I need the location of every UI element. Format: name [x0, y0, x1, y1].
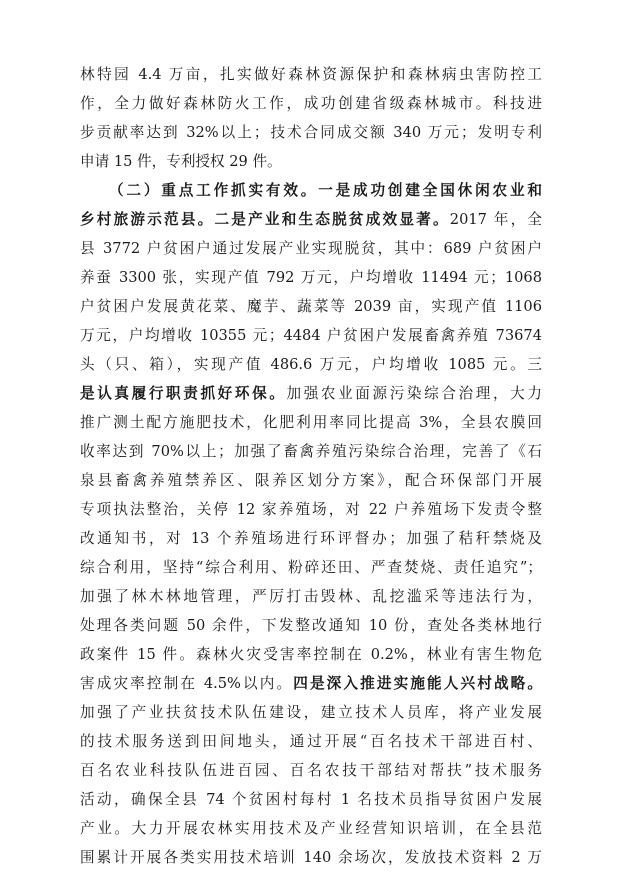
text-segment: 加强了产业扶贫技术队伍建设，建立技术人员库，将产业发展 [80, 704, 542, 721]
text-line [80, 785, 542, 814]
text-segment: 申请 15 件，专利授权 29 件。 [80, 153, 282, 170]
text-line [80, 843, 542, 872]
text-line [80, 437, 542, 466]
text-segment: 处理各类问题 50 余件，下发整改通知 10 份，查处各类林地行 [80, 617, 542, 634]
text-segment: 作，全力做好森林防火工作，成功创建省级森林城市。科技进 [80, 95, 542, 112]
text-line [80, 466, 542, 495]
text-line [80, 89, 542, 118]
text-segment: 加强农业面源污染综合治理，大力 [286, 385, 542, 402]
text-segment: 专项执法整治，关停 12 家养殖场，对 22 户养殖场下发责令整 [80, 501, 542, 518]
text-segment: 加强了林木林地管理，严厉打击毁林、乱挖滥采等违法行为， [80, 588, 542, 605]
text-segment: 头（只、箱），实现产值 486.6 万元，户均增收 1085 元。三 [80, 356, 542, 373]
text-segment: 综合利用，坚持“综合利用、粉碎还田、严查焚烧、责任追究”； [80, 559, 542, 576]
text-line [80, 814, 542, 843]
text-segment: 围累计开展各类实用技术培训 140 余场次，发放技术资料 2 万 [80, 849, 542, 866]
text-line [80, 727, 542, 756]
text-line [80, 582, 542, 611]
text-segment: 害成灾率控制在 4.5%以内。 [80, 675, 294, 692]
document-page [80, 60, 542, 872]
bold-text-segment: 四是深入推进实施能人兴村战略。 [293, 675, 542, 692]
text-line [80, 234, 542, 263]
text-line [80, 205, 542, 234]
text-segment: 步贡献率达到 32%以上；技术合同成交额 340 万元；发明专利 [80, 124, 542, 141]
text-line [80, 640, 542, 669]
text-line [80, 553, 542, 582]
text-segment: 推广测土配方施肥技术，化肥利用率同比提高 3%，全县农膜回 [80, 414, 542, 431]
text-line [80, 176, 542, 205]
text-line [80, 698, 542, 727]
text-segment: 收率达到 70%以上；加强了畜禽养殖污染综合治理，完善了《石 [80, 443, 542, 460]
text-line [80, 147, 542, 176]
text-line [80, 524, 542, 553]
text-line [80, 495, 542, 524]
text-segment: 林特园 4.4 万亩，扎实做好森林资源保护和森林病虫害防控工 [80, 66, 542, 83]
text-line [80, 350, 542, 379]
text-segment: 万元，户均增收 10355 元；4484 户贫困户发展畜禽养殖 73674 [80, 327, 542, 344]
text-segment: 2017 年，全 [449, 211, 542, 228]
text-segment: 户贫困户发展黄花菜、魔芋、蔬菜等 2039 亩，实现产值 1106 [80, 298, 542, 315]
text-line [80, 669, 542, 698]
text-segment: 产业。大力开展农林实用技术及产业经营知识培训，在全县范 [80, 820, 542, 837]
bold-text-segment: （二）重点工作抓实有效。一是成功创建全国休闲农业和 [109, 182, 542, 199]
text-line [80, 263, 542, 292]
text-segment: 活动，确保全县 74 个贫困村每村 1 名技术员指导贫困户发展 [80, 791, 542, 808]
text-line [80, 321, 542, 350]
text-line [80, 756, 542, 785]
text-segment: 百名农业科技队伍进百园、百名农技干部结对帮扶”技术服务 [80, 762, 542, 779]
text-segment: 县 3772 户贫困户通过发展产业实现脱贫，其中：689 户贫困户 [80, 240, 542, 257]
text-segment: 泉县畜禽养殖禁养区、限养区划分方案》，配合环保部门开展 [80, 472, 542, 489]
bold-text-segment: 乡村旅游示范县。二是产业和生态脱贫成效显著。 [80, 211, 450, 228]
text-line [80, 292, 542, 321]
text-segment: 的技术服务送到田间地头，通过开展“百名技术干部进百村、 [80, 733, 542, 750]
text-line [80, 379, 542, 408]
text-line [80, 118, 542, 147]
text-line [80, 60, 542, 89]
text-line [80, 408, 542, 437]
text-segment: 改通知书，对 13 个养殖场进行环评督办；加强了秸秆禁烧及 [80, 530, 542, 547]
bold-text-segment: 是认真履行职责抓好环保。 [80, 385, 287, 402]
text-segment: 政案件 15 件。森林火灾受害率控制在 0.2%，林业有害生物危 [80, 646, 542, 663]
text-segment: 养蚕 3300 张，实现产值 792 万元，户均增收 11494 元；1068 [80, 269, 542, 286]
text-line [80, 611, 542, 640]
